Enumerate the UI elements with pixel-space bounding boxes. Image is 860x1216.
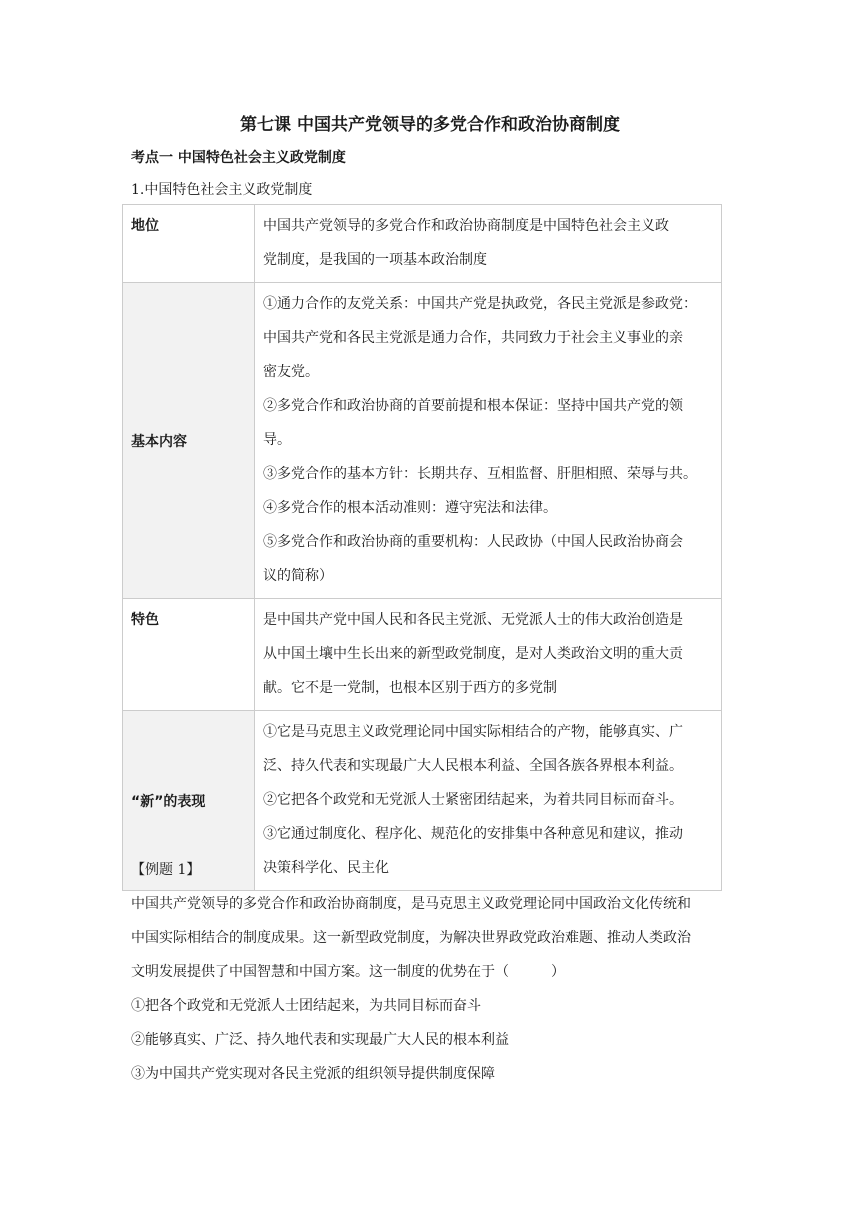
content-line: ②它把各个政党和无党派人士紧密团结起来，为着共同目标而奋斗。 <box>263 792 683 808</box>
party-system-table <box>122 204 722 891</box>
content-line: ⑤多党合作和政治协商的重要机构：人民政协（中国人民政治协商会 <box>263 534 683 550</box>
row-label: “新”的表现 <box>123 711 255 891</box>
row-label: 特色 <box>123 599 255 711</box>
row-label: 基本内容 <box>123 283 255 599</box>
content-line: ④多党合作的根本活动准则：遵守宪法和法律。 <box>263 500 557 516</box>
example-line: 中国共产党领导的多党合作和政治协商制度，是马克思主义政党理论同中国政治文化传统和 <box>131 896 691 912</box>
example-option: ③为中国共产党实现对各民主党派的组织领导提供制度保障 <box>131 1066 495 1082</box>
example-option: ②能够真实、广泛、持久地代表和实现最广大人民的根本利益 <box>131 1032 509 1048</box>
content-line: 决策科学化、民主化 <box>263 860 389 876</box>
table-row-status <box>123 205 722 283</box>
content-line: ①通力合作的友党关系：中国共产党是执政党，各民主党派是参政党： <box>263 296 697 312</box>
row-content <box>255 599 722 711</box>
content-line: ①它是马克思主义政党理论同中国实际相结合的产物，能够真实、广 <box>263 724 683 740</box>
lesson-title: 第七课 中国共产党领导的多党合作和政治协商制度 <box>240 115 620 135</box>
content-line: ③多党合作的基本方针：长期共存、互相监督、肝胆相照、荣辱与共。 <box>263 466 697 482</box>
row-content <box>255 205 722 283</box>
content-line: 议的简称） <box>263 568 333 584</box>
subsection-heading: 1.中国特色社会主义政党制度 <box>131 182 313 198</box>
table-row-basic-content <box>123 283 722 599</box>
content-line: 党制度，是我国的一项基本政治制度 <box>263 252 487 268</box>
example-option: ①把各个政党和无党派人士团结起来，为共同目标而奋斗 <box>131 998 481 1014</box>
content-line: 密友党。 <box>263 364 319 380</box>
example-heading: 【例题 1】 <box>131 862 201 878</box>
section-heading: 考点一 中国特色社会主义政党制度 <box>131 150 346 166</box>
content-line: 泛、持久代表和实现最广大人民根本利益、全国各族各界根本利益。 <box>263 758 683 774</box>
table-row-features <box>123 599 722 711</box>
content-line: ③它通过制度化、程序化、规范化的安排集中各种意见和建议，推动 <box>263 826 683 842</box>
content-line: 中国共产党领导的多党合作和政治协商制度是中国特色社会主义政 <box>263 218 669 234</box>
example-section <box>131 853 731 1091</box>
row-label: 地位 <box>123 205 255 283</box>
content-line: 从中国土壤中生长出来的新型政党制度，是对人类政治文明的重大贡 <box>263 646 683 662</box>
content-line: 导。 <box>263 432 291 448</box>
example-line: 文明发展提供了中国智慧和中国方案。这一制度的优势在于（ ） <box>131 964 565 980</box>
content-line: 献。它不是一党制，也根本区别于西方的多党制 <box>263 680 557 696</box>
content-line: ②多党合作和政治协商的首要前提和根本保证：坚持中国共产党的领 <box>263 398 683 414</box>
content-line: 是中国共产党中国人民和各民主党派、无党派人士的伟大政治创造是 <box>263 612 683 628</box>
row-content <box>255 283 722 599</box>
content-line: 中国共产党和各民主党派是通力合作，共同致力于社会主义事业的亲 <box>263 330 683 346</box>
example-line: 中国实际相结合的制度成果。这一新型政党制度，为解决世界政党政治难题、推动人类政治 <box>131 930 691 946</box>
